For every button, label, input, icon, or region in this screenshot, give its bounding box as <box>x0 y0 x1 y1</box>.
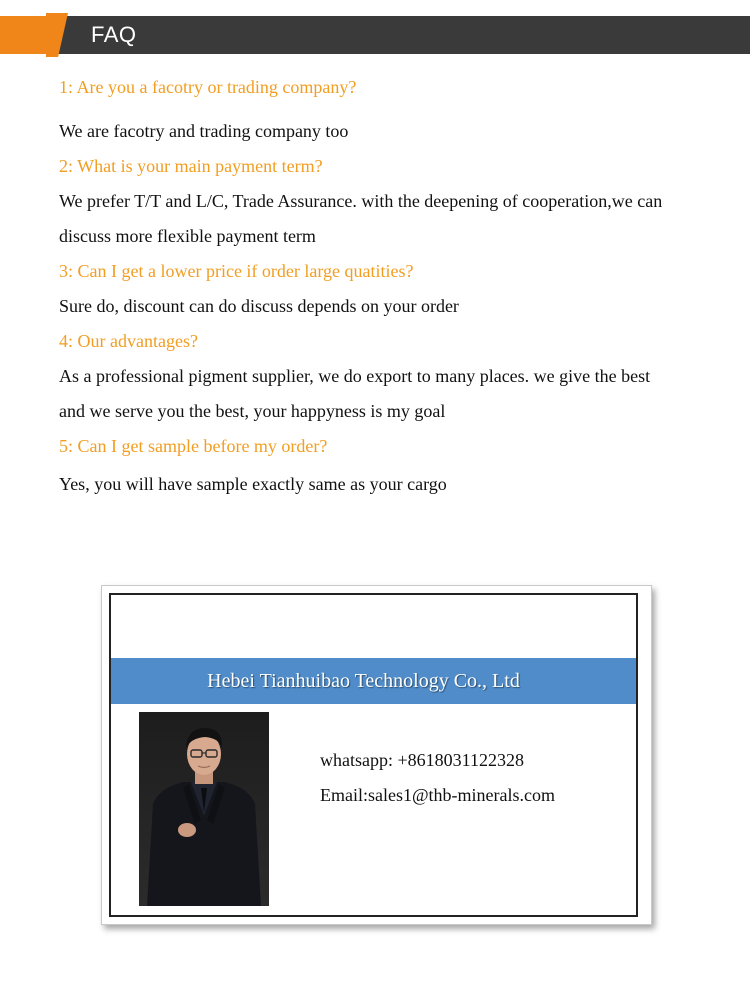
faq-answer-1: We are facotry and trading company too <box>59 121 349 141</box>
faq-answer-4-line-2: and we serve you the best, your happyness is my goal <box>59 401 446 421</box>
person-portrait-icon <box>139 712 269 906</box>
faq-answer-2-line-2: discuss more flexible payment term <box>59 226 316 246</box>
company-banner <box>111 658 636 704</box>
contact-photo <box>139 712 269 906</box>
business-card <box>101 585 652 925</box>
faq-answer-3: Sure do, discount can do discuss depends on your order <box>59 296 459 316</box>
faq-answer-4-line-1: As a professional pigment supplier, we do export to many places. we give the best <box>59 366 651 386</box>
faq-question-5: 5: Can I get sample before my order? <box>59 436 328 456</box>
faq-answer-2-line-1: We prefer T/T and L/C, Trade Assurance. with the deepening of cooperation,we can <box>59 191 663 211</box>
faq-question-1: 1: Are you a facotry or trading company? <box>59 77 357 97</box>
faq-question-3: 3: Can I get a lower price if order large quatities? <box>59 261 414 281</box>
faq-answer-5: Yes, you will have sample exactly same as your cargo <box>59 474 447 494</box>
faq-question-4: 4: Our advantages? <box>59 331 198 351</box>
faq-question-2: 2: What is your main payment term? <box>59 156 323 176</box>
email-contact: Email:sales1@thb-minerals.com <box>320 785 556 805</box>
business-card-frame <box>109 593 638 917</box>
whatsapp-contact: whatsapp: +8618031122328 <box>320 750 524 770</box>
header-accent-tip <box>46 13 68 57</box>
company-name: Hebei Tianhuibao Technology Co., Ltd <box>207 670 520 692</box>
faq-title: FAQ <box>91 22 137 47</box>
faq-header-bar <box>0 16 750 54</box>
